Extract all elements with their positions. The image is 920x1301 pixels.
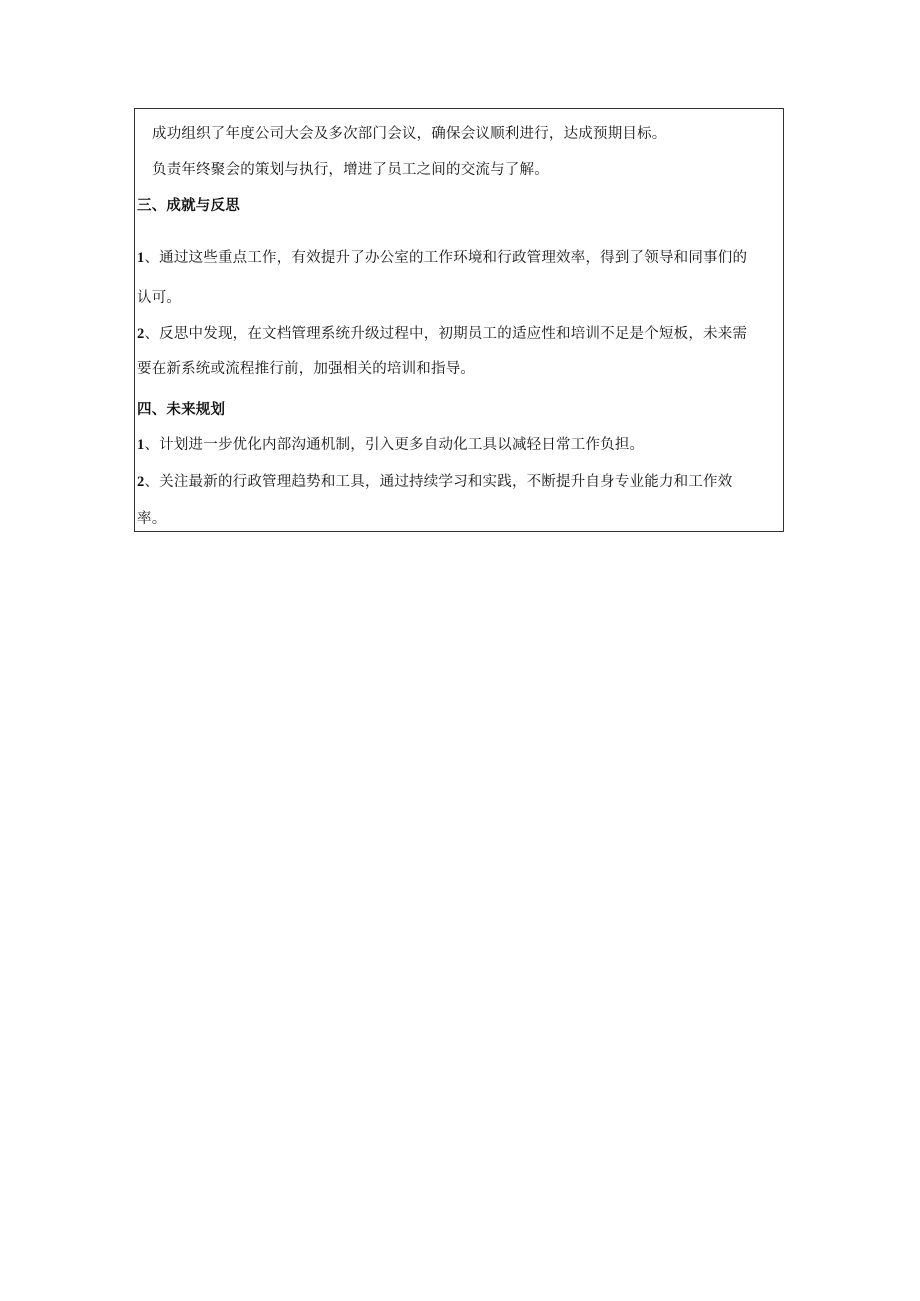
item-number: 1 bbox=[137, 437, 145, 453]
reflection-item-2-cont: 要在新系统或流程推行前，加强相关的培训和指导。 bbox=[137, 361, 476, 377]
section-heading-achievements: 三、成就与反思 bbox=[137, 198, 240, 214]
item-number: 2 bbox=[137, 474, 145, 490]
achievement-item-1 bbox=[137, 249, 747, 267]
plan-item-2 bbox=[137, 473, 732, 491]
item-text: 、通过这些重点工作，有效提升了办公室的工作环境和行政管理效率，得到了领导和同事们的 bbox=[144, 250, 748, 266]
content-table-cell bbox=[134, 108, 784, 532]
paragraph-year-end-party: 负责年终聚会的策划与执行，增进了员工之间的交流与了解。 bbox=[152, 162, 549, 178]
item-text: 、关注最新的行政管理趋势和工具，通过持续学习和实践，不断提升自身专业能力和工作效 bbox=[144, 474, 733, 490]
paragraph-meeting-organization: 成功组织了年度公司大会及多次部门会议，确保会议顺利进行，达成预期目标。 bbox=[152, 126, 667, 142]
item-text: 、反思中发现，在文档管理系统升级过程中，初期员工的适应性和培训不足是个短板，未来需 bbox=[144, 326, 748, 342]
section-heading-future-plans: 四、未来规划 bbox=[137, 402, 226, 418]
achievement-item-1-cont: 认可。 bbox=[137, 290, 182, 306]
item-text: 、计划进一步优化内部沟通机制，引入更多自动化工具以减轻日常工作负担。 bbox=[144, 437, 645, 453]
plan-item-2-cont: 率。 bbox=[137, 511, 167, 527]
item-number: 2 bbox=[137, 326, 145, 342]
plan-item-1 bbox=[137, 436, 644, 454]
reflection-item-2 bbox=[137, 325, 747, 343]
item-number: 1 bbox=[137, 250, 145, 266]
